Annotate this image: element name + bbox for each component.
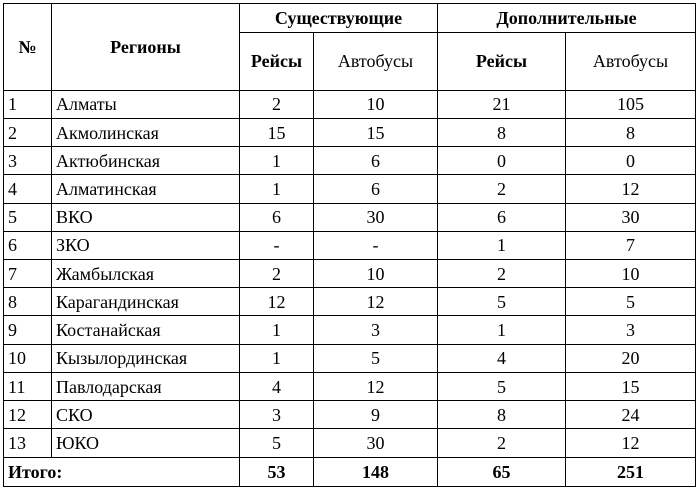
row-existing-buses: 9 bbox=[314, 401, 438, 429]
row-existing-trips: 12 bbox=[240, 288, 314, 316]
row-num: 7 bbox=[4, 260, 52, 288]
total-additional-trips: 65 bbox=[438, 457, 566, 486]
row-additional-trips: 5 bbox=[438, 288, 566, 316]
row-region: Павлодарская bbox=[52, 372, 240, 400]
table-row bbox=[4, 147, 696, 175]
row-additional-buses: 7 bbox=[566, 231, 696, 259]
row-region: Актюбинская bbox=[52, 147, 240, 175]
table-row bbox=[4, 203, 696, 231]
row-existing-trips: 3 bbox=[240, 401, 314, 429]
header-row-top bbox=[4, 4, 696, 33]
row-num: 2 bbox=[4, 118, 52, 146]
row-additional-trips: 1 bbox=[438, 316, 566, 344]
row-num: 6 bbox=[4, 231, 52, 259]
row-existing-buses: 10 bbox=[314, 90, 438, 118]
row-existing-trips: 2 bbox=[240, 90, 314, 118]
row-additional-trips: 2 bbox=[438, 429, 566, 457]
row-existing-trips: 2 bbox=[240, 260, 314, 288]
row-region: ЮКО bbox=[52, 429, 240, 457]
row-additional-trips: 5 bbox=[438, 372, 566, 400]
header-additional-buses: Автобусы bbox=[566, 33, 696, 90]
row-existing-trips: 1 bbox=[240, 344, 314, 372]
row-existing-trips: 6 bbox=[240, 203, 314, 231]
table-row bbox=[4, 175, 696, 203]
row-num: 5 bbox=[4, 203, 52, 231]
row-existing-buses: 30 bbox=[314, 203, 438, 231]
row-additional-buses: 3 bbox=[566, 316, 696, 344]
row-existing-buses: 30 bbox=[314, 429, 438, 457]
row-existing-buses: 6 bbox=[314, 147, 438, 175]
row-additional-trips: 6 bbox=[438, 203, 566, 231]
row-num: 10 bbox=[4, 344, 52, 372]
row-existing-trips: 15 bbox=[240, 118, 314, 146]
header-existing-trips: Рейсы bbox=[240, 33, 314, 90]
table-row bbox=[4, 316, 696, 344]
table-row bbox=[4, 401, 696, 429]
row-num: 1 bbox=[4, 90, 52, 118]
header-existing: Существующие bbox=[240, 4, 438, 33]
regions-table bbox=[3, 3, 696, 487]
row-region: Карагандинская bbox=[52, 288, 240, 316]
row-additional-buses: 12 bbox=[566, 429, 696, 457]
row-existing-buses: 12 bbox=[314, 372, 438, 400]
row-region: ВКО bbox=[52, 203, 240, 231]
row-existing-buses: 3 bbox=[314, 316, 438, 344]
row-additional-buses: 105 bbox=[566, 90, 696, 118]
row-region: Костанайская bbox=[52, 316, 240, 344]
row-additional-buses: 30 bbox=[566, 203, 696, 231]
row-num: 9 bbox=[4, 316, 52, 344]
row-existing-trips: 5 bbox=[240, 429, 314, 457]
row-region: ЗКО bbox=[52, 231, 240, 259]
row-region: Кызылординская bbox=[52, 344, 240, 372]
header-existing-buses: Автобусы bbox=[314, 33, 438, 90]
row-region: Жамбылская bbox=[52, 260, 240, 288]
row-additional-trips: 2 bbox=[438, 175, 566, 203]
row-existing-buses: - bbox=[314, 231, 438, 259]
row-existing-buses: 6 bbox=[314, 175, 438, 203]
row-additional-trips: 0 bbox=[438, 147, 566, 175]
table-row bbox=[4, 231, 696, 259]
row-existing-trips: - bbox=[240, 231, 314, 259]
row-existing-trips: 1 bbox=[240, 175, 314, 203]
table-row bbox=[4, 90, 696, 118]
row-existing-buses: 5 bbox=[314, 344, 438, 372]
total-label: Итого: bbox=[4, 457, 240, 486]
table-row bbox=[4, 344, 696, 372]
row-num: 11 bbox=[4, 372, 52, 400]
row-additional-trips: 2 bbox=[438, 260, 566, 288]
table-body bbox=[4, 90, 696, 457]
table-row bbox=[4, 288, 696, 316]
row-num: 4 bbox=[4, 175, 52, 203]
header-num: № bbox=[4, 4, 52, 91]
total-row bbox=[4, 457, 696, 486]
header-region: Регионы bbox=[52, 4, 240, 91]
row-region: Акмолинская bbox=[52, 118, 240, 146]
total-existing-buses: 148 bbox=[314, 457, 438, 486]
table-row bbox=[4, 429, 696, 457]
row-additional-trips: 21 bbox=[438, 90, 566, 118]
row-additional-trips: 8 bbox=[438, 401, 566, 429]
row-additional-buses: 0 bbox=[566, 147, 696, 175]
row-additional-buses: 8 bbox=[566, 118, 696, 146]
total-additional-buses: 251 bbox=[566, 457, 696, 486]
row-existing-buses: 10 bbox=[314, 260, 438, 288]
row-additional-trips: 1 bbox=[438, 231, 566, 259]
row-existing-buses: 15 bbox=[314, 118, 438, 146]
row-num: 12 bbox=[4, 401, 52, 429]
row-additional-buses: 5 bbox=[566, 288, 696, 316]
header-additional: Дополнительные bbox=[438, 4, 696, 33]
row-num: 8 bbox=[4, 288, 52, 316]
row-existing-trips: 4 bbox=[240, 372, 314, 400]
table-row bbox=[4, 118, 696, 146]
row-region: Алматинская bbox=[52, 175, 240, 203]
row-region: СКО bbox=[52, 401, 240, 429]
row-existing-trips: 1 bbox=[240, 316, 314, 344]
row-num: 13 bbox=[4, 429, 52, 457]
row-existing-trips: 1 bbox=[240, 147, 314, 175]
row-additional-trips: 4 bbox=[438, 344, 566, 372]
row-additional-buses: 10 bbox=[566, 260, 696, 288]
table-row bbox=[4, 260, 696, 288]
row-additional-buses: 24 bbox=[566, 401, 696, 429]
row-additional-buses: 15 bbox=[566, 372, 696, 400]
table-row bbox=[4, 372, 696, 400]
row-num: 3 bbox=[4, 147, 52, 175]
row-region: Алматы bbox=[52, 90, 240, 118]
row-existing-buses: 12 bbox=[314, 288, 438, 316]
row-additional-buses: 20 bbox=[566, 344, 696, 372]
row-additional-buses: 12 bbox=[566, 175, 696, 203]
header-additional-trips: Рейсы bbox=[438, 33, 566, 90]
row-additional-trips: 8 bbox=[438, 118, 566, 146]
total-existing-trips: 53 bbox=[240, 457, 314, 486]
